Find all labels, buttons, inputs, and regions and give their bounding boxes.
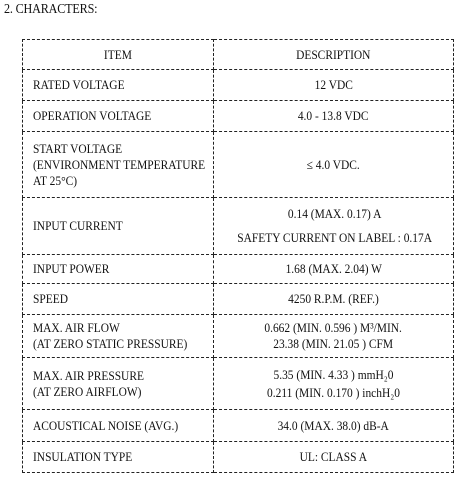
description-cell: ≤ 4.0 VDC.	[214, 132, 454, 198]
table-row	[23, 70, 454, 101]
description-cell: 0.662 (MIN. 0.596 ) M³/MIN. 23.38 (MIN. 21.05 ) CFM	[214, 315, 454, 358]
table-row	[23, 284, 454, 315]
table-row	[23, 132, 454, 198]
table-row	[23, 358, 454, 410]
table-row	[23, 255, 454, 284]
description-cell: 4250 R.P.M. (REF.)	[214, 284, 454, 315]
section-title: 2. CHARACTERS:	[4, 1, 98, 16]
table-row	[23, 101, 454, 132]
item-cell: INPUT CURRENT	[23, 198, 214, 255]
description-cell: 1.68 (MAX. 2.04) W	[214, 255, 454, 284]
table-row	[23, 198, 454, 255]
table-header-row	[23, 40, 454, 70]
table-row	[23, 315, 454, 358]
item-cell: START VOLTAGE (ENVIRONMENT TEMPERATURE AT 25°C)	[23, 132, 214, 198]
header-description: DESCRIPTION	[214, 40, 454, 70]
item-cell: INSULATION TYPE	[23, 442, 214, 473]
description-cell: UL: CLASS A	[214, 442, 454, 473]
header-item: ITEM	[23, 40, 214, 70]
item-cell: MAX. AIR PRESSURE (AT ZERO AIRFLOW)	[23, 358, 214, 410]
item-cell: RATED VOLTAGE	[23, 70, 214, 101]
item-cell: INPUT POWER	[23, 255, 214, 284]
description-cell: 12 VDC	[214, 70, 454, 101]
item-cell: SPEED	[23, 284, 214, 315]
item-cell: OPERATION VOLTAGE	[23, 101, 214, 132]
description-cell: 5.35 (MIN. 4.33 ) mmH₂0 0.211 (MIN. 0.170 ) inchH₂0	[214, 358, 454, 410]
table-row	[23, 410, 454, 442]
description-cell: 4.0 - 13.8 VDC	[214, 101, 454, 132]
item-cell: ACOUSTICAL NOISE (AVG.)	[23, 410, 214, 442]
characteristics-table	[22, 39, 454, 473]
description-cell: 0.14 (MAX. 0.17) A SAFETY CURRENT ON LABEL : 0.17A	[214, 198, 454, 255]
description-cell: 34.0 (MAX. 38.0) dB-A	[214, 410, 454, 442]
item-cell: MAX. AIR FLOW (AT ZERO STATIC PRESSURE)	[23, 315, 214, 358]
table-row	[23, 442, 454, 473]
